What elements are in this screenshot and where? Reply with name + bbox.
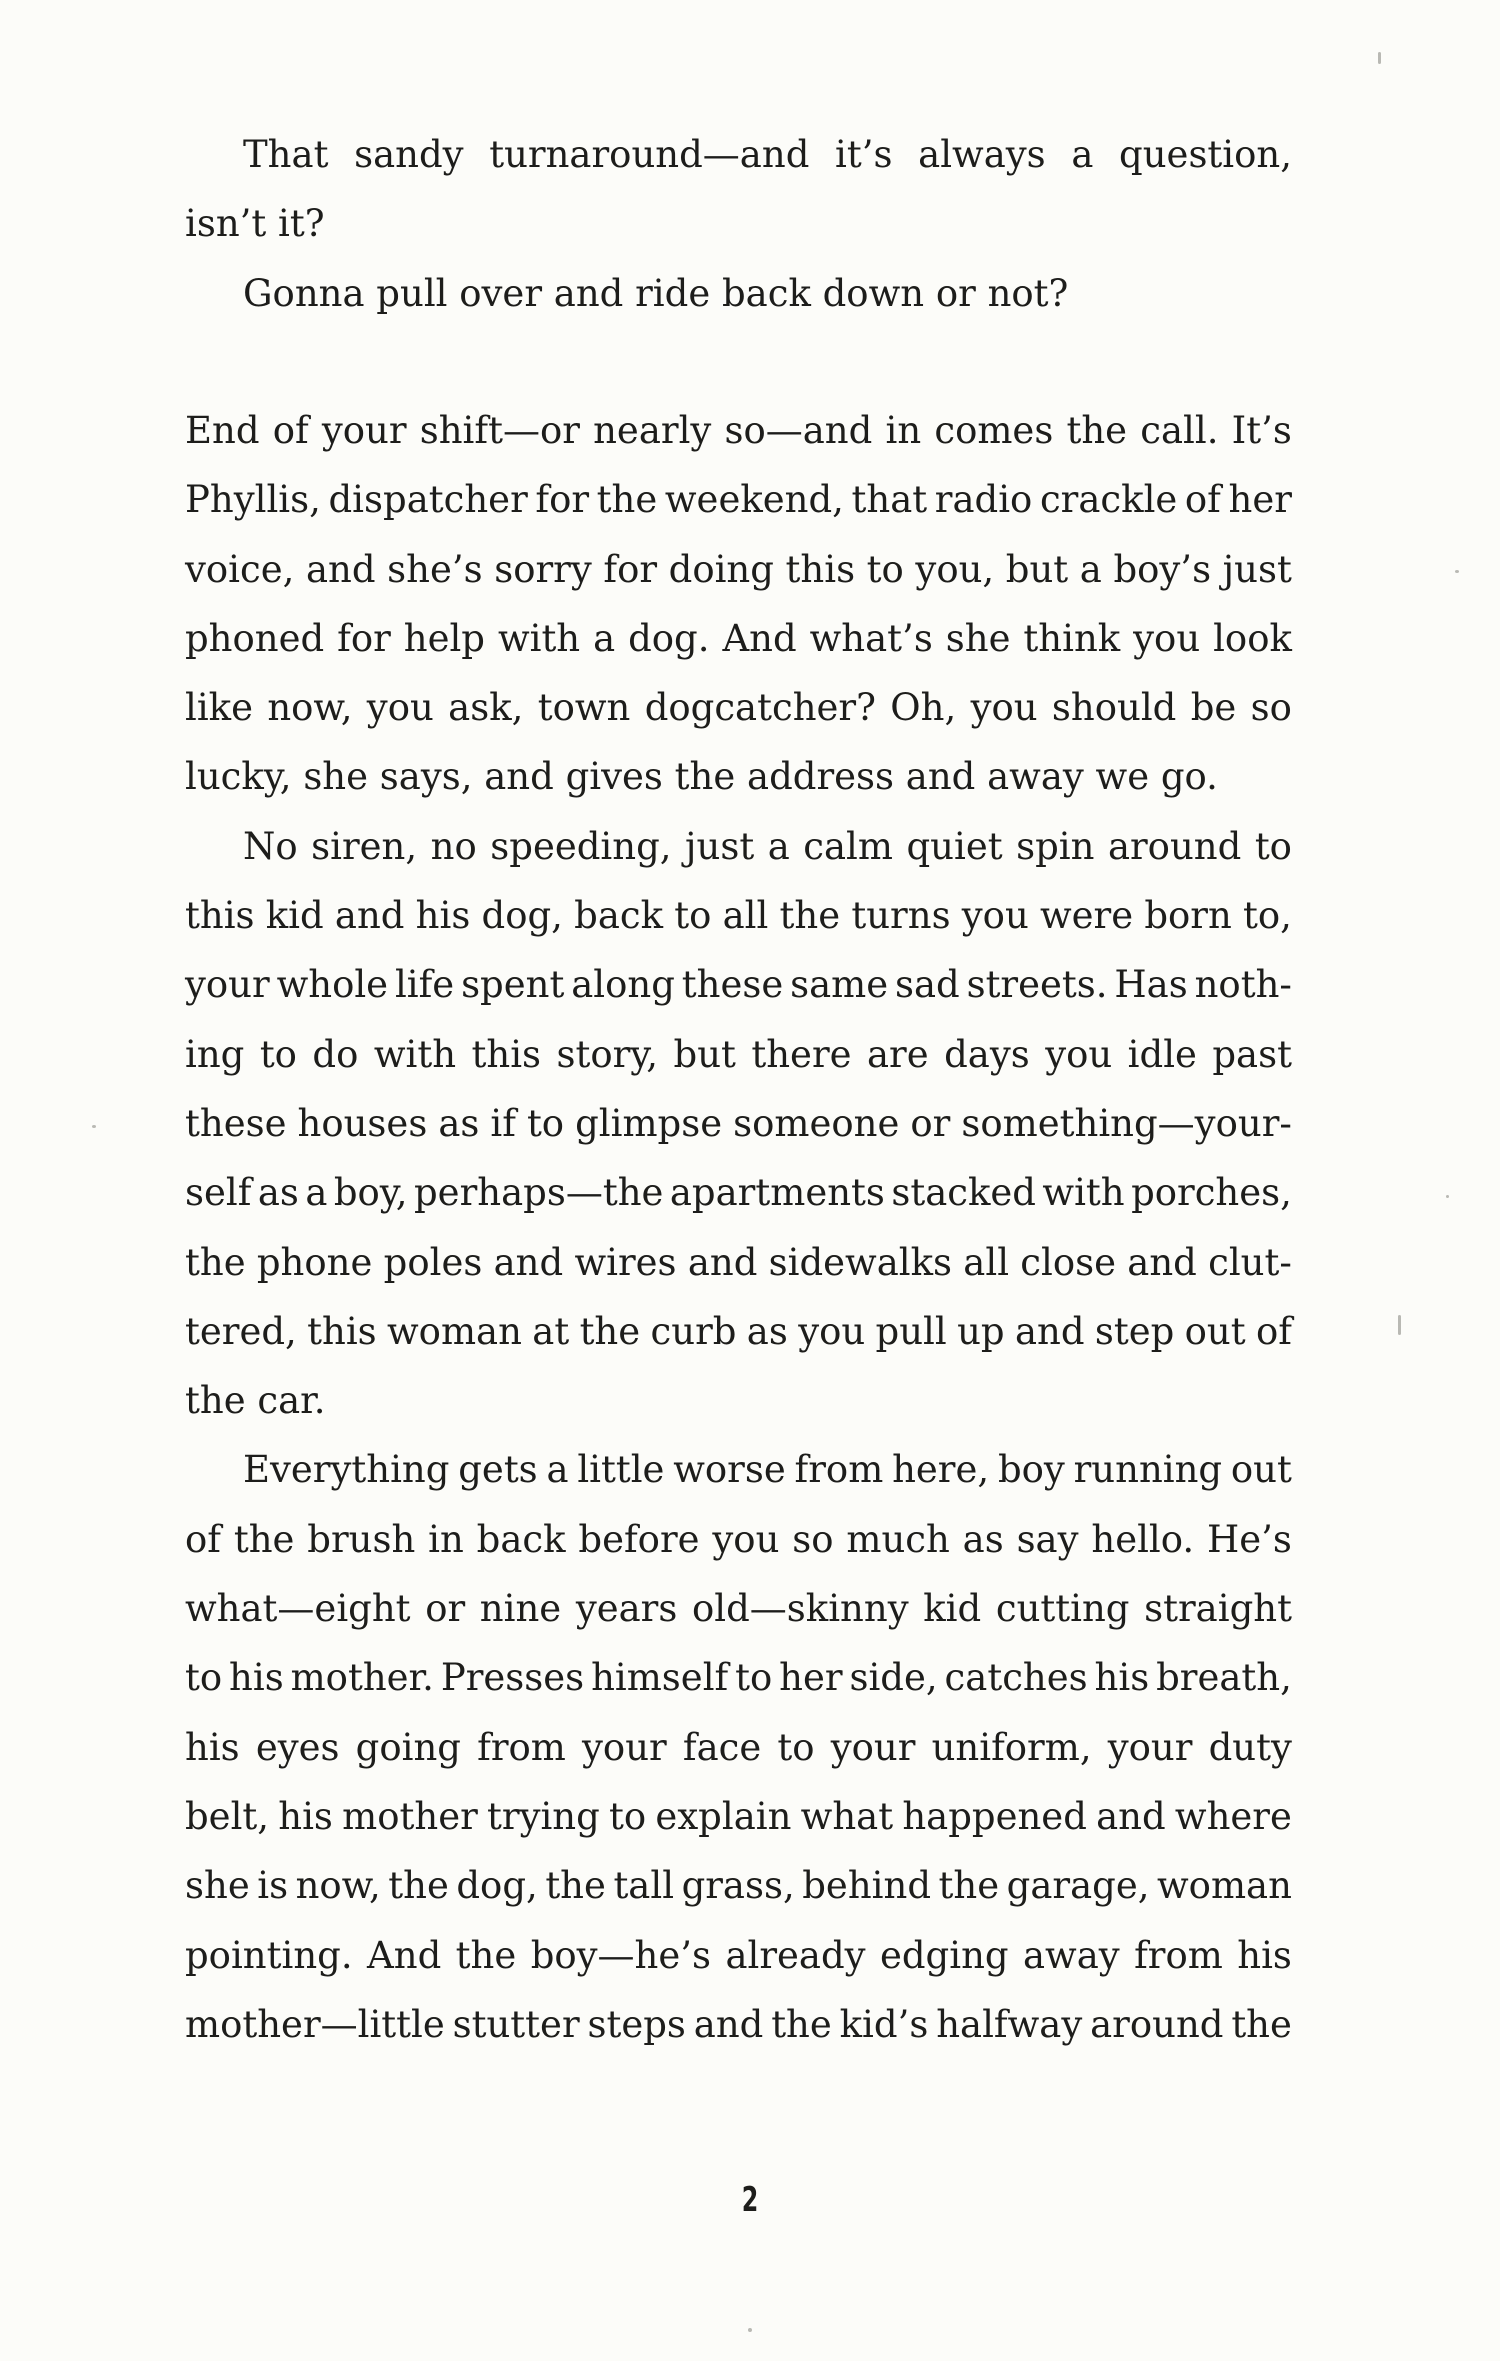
word: in [885, 409, 922, 452]
word: you [961, 894, 1029, 938]
word: you [366, 686, 434, 730]
word: just [1222, 547, 1292, 591]
word: wires [574, 1240, 677, 1284]
word: sidewalks [768, 1240, 953, 1284]
word: call. [1140, 409, 1219, 452]
word: phoned [185, 616, 325, 660]
text-line [185, 1435, 1292, 1504]
word: weekend, [664, 478, 844, 522]
word: is [257, 1864, 289, 1908]
word: life [394, 963, 455, 1007]
word: to [1254, 824, 1292, 868]
word: your [1107, 1725, 1193, 1769]
word: for [337, 616, 391, 660]
word: and [1096, 1794, 1166, 1838]
word: crackle [1039, 478, 1178, 522]
word: a [1071, 133, 1094, 176]
word: around [1107, 824, 1242, 868]
word: voice, [185, 547, 295, 591]
word: here, [892, 1448, 990, 1492]
word: Phyllis, [185, 478, 321, 522]
text-line [185, 604, 1292, 673]
word: siren, [311, 824, 418, 868]
word: this [307, 1309, 377, 1353]
word: for [535, 478, 590, 522]
text-line [185, 673, 1292, 742]
word: story, [556, 1032, 659, 1076]
word: whole [276, 963, 389, 1007]
word: so [1250, 686, 1292, 730]
word: and [1127, 1240, 1197, 1284]
word: should [1051, 686, 1177, 730]
text-line [185, 1921, 1292, 1990]
word: sorry [494, 547, 592, 591]
word: her [779, 1656, 843, 1700]
word: now, [295, 1864, 381, 1908]
text-line [185, 812, 1292, 881]
word: nearly [593, 409, 712, 452]
word: years [575, 1587, 678, 1631]
word: now, [267, 686, 353, 730]
opening-section [185, 120, 1292, 328]
word: garage, [1006, 1864, 1150, 1908]
word: phone [256, 1240, 373, 1284]
word: as [962, 1517, 1004, 1561]
word: pull [875, 1309, 947, 1353]
word: like [185, 686, 253, 730]
word: it’s [835, 133, 893, 176]
word: to [609, 1794, 647, 1838]
word: hello. [1091, 1517, 1195, 1561]
word: your [582, 1725, 667, 1769]
word: calm [803, 824, 893, 868]
text-line [185, 1228, 1292, 1297]
word: were [1039, 894, 1134, 938]
word: to [735, 1656, 773, 1700]
text-line [185, 950, 1292, 1019]
word: as [746, 1309, 788, 1353]
word: explain [655, 1794, 792, 1838]
text-line [185, 1643, 1292, 1712]
word: to, [1243, 894, 1292, 938]
word: this [785, 547, 856, 591]
word: the [1066, 409, 1128, 452]
word: her [1228, 478, 1292, 522]
word: worse [673, 1448, 786, 1492]
word: Has [1114, 963, 1188, 1007]
word: quiet [906, 824, 1003, 868]
word: close [1020, 1240, 1117, 1284]
word: his [185, 1725, 240, 1769]
word: dog, [456, 1864, 538, 1908]
word: much [846, 1517, 950, 1561]
word: this [185, 894, 255, 938]
word: tall [613, 1864, 675, 1908]
word: from [1134, 1933, 1223, 1977]
word: stutter [452, 2002, 580, 2046]
word: or [910, 1101, 951, 1145]
word: He’s [1206, 1517, 1292, 1561]
text-line: Gonna pull over and ride back down or not? [243, 271, 1069, 315]
word: himself [591, 1656, 729, 1700]
word: born [1144, 894, 1232, 938]
word: old—skinny [692, 1587, 909, 1631]
word: the [545, 1864, 606, 1908]
word: and [1014, 1309, 1085, 1353]
word: a [593, 616, 616, 660]
word: out [1184, 1309, 1246, 1353]
word: past [1212, 1032, 1292, 1076]
word: running [1073, 1448, 1223, 1492]
word: or [425, 1587, 466, 1631]
word: the [596, 478, 658, 522]
text-line [185, 396, 1292, 465]
word: streets. [966, 963, 1108, 1007]
word: stacked [891, 1171, 1036, 1215]
word: face [682, 1725, 762, 1769]
word: up [957, 1309, 1005, 1353]
word: halfway [936, 2002, 1083, 2046]
word: back [574, 894, 664, 938]
word: just [685, 824, 755, 868]
word: and [693, 2002, 764, 2046]
word: these [185, 1101, 287, 1145]
word: the [233, 1517, 295, 1561]
word: That [243, 133, 329, 176]
word: the [579, 1309, 641, 1353]
word: kid [923, 1587, 982, 1631]
text-line [185, 1158, 1292, 1227]
word: before [578, 1517, 700, 1561]
word: straight [1144, 1587, 1292, 1631]
word: someone [733, 1101, 900, 1145]
word: this [471, 1032, 542, 1076]
word: you [1133, 616, 1201, 660]
paper-speck [1446, 1195, 1449, 1198]
text-line [185, 1713, 1292, 1782]
word: dispatcher [328, 478, 528, 522]
word: if [490, 1101, 516, 1145]
text-line: isn’t it? [185, 202, 325, 246]
word: be [1190, 686, 1237, 730]
word: mother [342, 1794, 478, 1838]
word: belt, [185, 1794, 270, 1838]
word: comes [934, 409, 1054, 452]
word: to [674, 894, 712, 938]
word: say [1016, 1517, 1079, 1561]
text-line [185, 465, 1292, 534]
main-section [185, 396, 1292, 2059]
word: you [1045, 1032, 1113, 1076]
word: as [257, 1171, 299, 1215]
word: of [1255, 1309, 1292, 1353]
text-line [185, 1505, 1292, 1574]
word: his [1237, 1933, 1292, 1977]
word: apartments [669, 1171, 885, 1215]
word: And [367, 1933, 442, 1977]
word: a [546, 1448, 569, 1492]
text-line [185, 1851, 1292, 1920]
word: look [1213, 616, 1292, 660]
word: but [1005, 547, 1069, 591]
word: spent [461, 963, 565, 1007]
word: where [1174, 1794, 1292, 1838]
word: boy’s [1113, 547, 1212, 591]
word: boy, [333, 1171, 408, 1215]
word: are [867, 1032, 929, 1076]
word: she’s [387, 547, 483, 591]
word: in [428, 1517, 464, 1561]
text-line: lucky, she says, and gives the address and away we go. [185, 755, 1218, 799]
word: sandy [354, 133, 464, 176]
word: you [798, 1309, 866, 1353]
text-line [185, 1782, 1292, 1851]
word: spin [1016, 824, 1095, 868]
word: eyes [255, 1725, 340, 1769]
word: his [1094, 1656, 1150, 1700]
paper-speck [1455, 570, 1459, 573]
paper-speck [1398, 1315, 1401, 1335]
word: no [430, 824, 477, 868]
word: to [866, 547, 904, 591]
word: days [944, 1032, 1030, 1076]
word: always [918, 133, 1046, 176]
text-line [185, 120, 1292, 189]
word: woman [387, 1309, 522, 1353]
word: steps [587, 2002, 686, 2046]
word: dogcatcher? [644, 686, 876, 730]
word: do [312, 1032, 359, 1076]
word: with [497, 616, 581, 660]
word: and [493, 1240, 564, 1284]
word: of [185, 1517, 221, 1561]
word: curb [650, 1309, 737, 1353]
word: along [571, 963, 675, 1007]
text-line [185, 1297, 1292, 1366]
word: his [229, 1656, 284, 1700]
word: of [1184, 478, 1221, 522]
word: there [751, 1032, 852, 1076]
word: so [792, 1517, 834, 1561]
text-line: the car. [185, 1379, 326, 1423]
word: duty [1208, 1725, 1292, 1769]
word: from [794, 1448, 884, 1492]
word: dog, [481, 894, 563, 938]
word: Presses [440, 1656, 585, 1700]
word: with [373, 1032, 457, 1076]
word: woman [1157, 1864, 1292, 1908]
word: the [388, 1864, 449, 1908]
word: boy [997, 1448, 1065, 1492]
word: clut- [1208, 1240, 1292, 1284]
word: that [851, 478, 928, 522]
word: something—your- [961, 1101, 1292, 1145]
word: doing [668, 547, 774, 591]
word: dog. [628, 616, 710, 660]
word: and [687, 1240, 758, 1284]
paper-speck [92, 1125, 96, 1128]
word: so—and [724, 409, 873, 452]
word: but [673, 1032, 736, 1076]
paper-speck [1378, 52, 1381, 64]
word: think [1023, 616, 1121, 660]
word: question, [1119, 133, 1292, 176]
word: pointing. [185, 1933, 353, 1977]
word: brush [307, 1517, 416, 1561]
word: kid [265, 894, 324, 938]
word: side, [849, 1656, 938, 1700]
text-line [185, 881, 1292, 950]
word: Oh, [890, 686, 957, 730]
text-line [185, 535, 1292, 604]
word: and [306, 547, 376, 591]
word: with [1042, 1171, 1125, 1215]
word: Everything [243, 1448, 450, 1492]
word: to [259, 1032, 297, 1076]
word: mother. [290, 1656, 434, 1700]
word: help [403, 616, 485, 660]
word: boy—he’s [530, 1933, 712, 1977]
word: what’s [809, 616, 933, 660]
word: already [725, 1933, 866, 1977]
word: away [1023, 1933, 1120, 1977]
word: poles [383, 1240, 483, 1284]
word: glimpse [575, 1101, 723, 1145]
word: the [938, 1864, 1000, 1908]
word: from [477, 1725, 566, 1769]
word: And [722, 616, 797, 660]
word: the [771, 2002, 832, 2046]
word: houses [297, 1101, 428, 1145]
word: and [334, 894, 405, 938]
word: self [185, 1171, 252, 1215]
word: ask, [448, 686, 524, 730]
word: porches, [1131, 1171, 1292, 1215]
word: the [1231, 2002, 1292, 2046]
word: the [455, 1933, 517, 1977]
word: to [777, 1725, 815, 1769]
word: of [272, 409, 309, 452]
word: cutting [995, 1587, 1130, 1631]
word: all [722, 894, 769, 938]
word: you [970, 686, 1038, 730]
word: his [278, 1794, 333, 1838]
text-line [185, 1089, 1292, 1158]
word: perhaps—the [414, 1171, 664, 1215]
word: she [945, 616, 1011, 660]
word: the [185, 1240, 246, 1284]
word: tered, [185, 1309, 297, 1353]
word: a [767, 824, 790, 868]
word: the [779, 894, 841, 938]
word: as [438, 1101, 480, 1145]
word: shift—or [419, 409, 580, 452]
word: turns [851, 894, 951, 938]
text-line [185, 1020, 1292, 1089]
word: It’s [1231, 409, 1292, 452]
word: mother—little [185, 2002, 445, 2046]
word: breath, [1156, 1656, 1292, 1700]
word: she [185, 1864, 250, 1908]
word: uniform, [931, 1725, 1092, 1769]
word: what—eight [185, 1587, 411, 1631]
word: ing [185, 1032, 245, 1076]
word: a [1079, 547, 1102, 591]
word: you [712, 1517, 780, 1561]
word: around [1090, 2002, 1224, 2046]
word: for [603, 547, 658, 591]
word: these [681, 963, 784, 1007]
word: your [321, 409, 407, 452]
paper-speck [748, 2328, 752, 2332]
word: what [800, 1794, 894, 1838]
word: his [415, 894, 471, 938]
word: town [537, 686, 631, 730]
word: step [1094, 1309, 1175, 1353]
word: idle [1127, 1032, 1197, 1076]
word: going [355, 1725, 461, 1769]
word: all [963, 1240, 1010, 1284]
word: speeding, [490, 824, 672, 868]
word: grass, [681, 1864, 795, 1908]
word: sad [894, 963, 960, 1007]
word: noth- [1194, 963, 1292, 1007]
word: edging [879, 1933, 1009, 1977]
word: gets [458, 1448, 538, 1492]
text-line [185, 1574, 1292, 1643]
word: kid’s [839, 2002, 929, 2046]
word: your [185, 963, 270, 1007]
word: back [476, 1517, 566, 1561]
word: little [577, 1448, 665, 1492]
word: at [532, 1309, 570, 1353]
word: End [185, 409, 260, 452]
text-line [185, 1990, 1292, 2059]
word: behind [802, 1864, 932, 1908]
word: same [790, 963, 889, 1007]
word: turnaround—and [489, 133, 810, 176]
word: to [526, 1101, 565, 1145]
word: to [185, 1656, 223, 1700]
word: a [305, 1171, 328, 1215]
word: trying [487, 1794, 600, 1838]
word: No [243, 824, 298, 868]
word: nine [479, 1587, 562, 1631]
word: happened [902, 1794, 1087, 1838]
word: catches [944, 1656, 1088, 1700]
word: out [1230, 1448, 1292, 1492]
word: you, [915, 547, 995, 591]
page-number: 2 [741, 2180, 759, 2220]
word: your [830, 1725, 916, 1769]
word: radio [934, 478, 1033, 522]
